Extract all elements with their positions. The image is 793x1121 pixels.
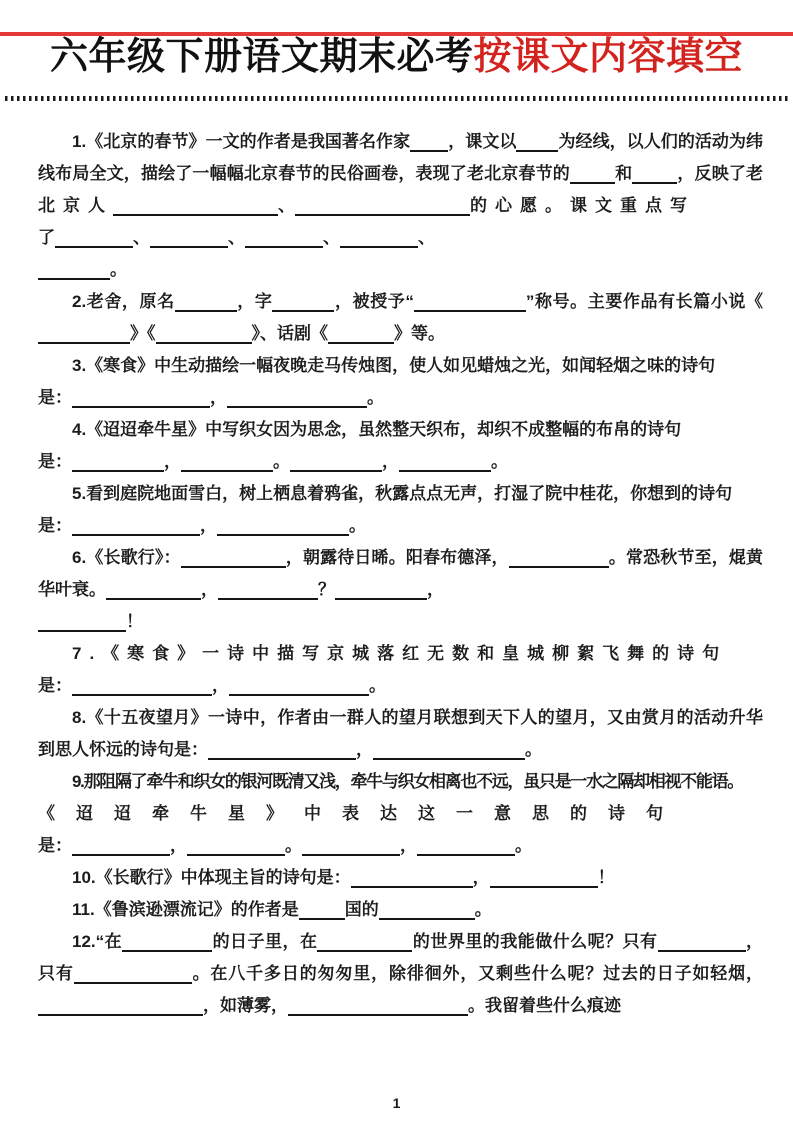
question-paragraph bbox=[38, 126, 763, 286]
answer-blank bbox=[302, 854, 400, 856]
question-text: ，字 bbox=[236, 292, 273, 311]
question-text: ，朝露待日晞。阳春布德泽， bbox=[285, 548, 509, 567]
question-text: ，只有 bbox=[38, 932, 764, 983]
answer-blank bbox=[335, 598, 427, 600]
question-text: 是： bbox=[38, 516, 72, 535]
answer-blank bbox=[227, 406, 367, 408]
answer-blank bbox=[317, 950, 412, 952]
question-text: 的日子里，在 bbox=[212, 932, 318, 951]
answer-blank bbox=[509, 566, 609, 568]
question-text: 。 bbox=[110, 260, 127, 279]
page-title-black: 六年级下册语文期末必考 bbox=[49, 36, 474, 78]
question-text: ！ bbox=[126, 612, 143, 631]
question-text: 。 bbox=[369, 676, 386, 695]
question-text: ， bbox=[201, 580, 218, 599]
page-title bbox=[0, 32, 793, 82]
question-text: ？ bbox=[318, 580, 335, 599]
question-text: ”称号。主要作品有长篇小说《 bbox=[525, 292, 764, 311]
answer-blank bbox=[414, 310, 526, 312]
answer-blank bbox=[417, 854, 515, 856]
question-paragraph bbox=[38, 638, 763, 702]
question-text: ， bbox=[164, 452, 181, 471]
question-text: 6.《长歌行》： bbox=[72, 548, 181, 567]
question-text: 、 bbox=[418, 228, 435, 247]
question-text: 3.《寒食》中生动描绘一幅夜晚走马传烛图，使人如见蜡烛之光，如闻轻烟之味的诗句 bbox=[72, 356, 716, 375]
question-text: 是： bbox=[38, 676, 72, 695]
answer-blank bbox=[351, 886, 473, 888]
question-text: 是： bbox=[38, 836, 72, 855]
answer-blank bbox=[72, 470, 164, 472]
question-text: ， bbox=[200, 516, 217, 535]
answer-blank bbox=[74, 982, 192, 984]
answer-blank bbox=[217, 534, 349, 536]
question-paragraph bbox=[38, 542, 763, 638]
top-red-line bbox=[0, 32, 793, 36]
answer-blank bbox=[156, 342, 252, 344]
question-text: ， bbox=[400, 836, 417, 855]
question-paragraph bbox=[38, 926, 763, 1022]
answer-blank bbox=[150, 246, 228, 248]
answer-blank bbox=[295, 214, 470, 216]
answer-blank bbox=[340, 246, 418, 248]
question-text: 》《 bbox=[130, 324, 156, 343]
question-text: 10.《长歌行》中体现主旨的诗句是： bbox=[72, 868, 351, 887]
question-paragraph bbox=[38, 702, 763, 766]
answer-blank bbox=[516, 150, 558, 152]
answer-blank bbox=[272, 310, 334, 312]
answer-blank bbox=[632, 182, 677, 184]
question-paragraph bbox=[38, 894, 763, 926]
question-paragraph bbox=[38, 350, 763, 414]
question-text: 国的 bbox=[344, 900, 379, 919]
question-text: 。 bbox=[367, 388, 384, 407]
question-text: 8.《十五夜望月》一诗中，作者由一群人的望月联想到天下人的望月，又由赏月的活动升华到思人怀远的诗句是： bbox=[38, 708, 763, 759]
question-text: 的心愿。课文重点写 bbox=[470, 196, 695, 215]
answer-blank bbox=[181, 470, 273, 472]
question-text: 1.《北京的春节》一文的作者是我国著名作家 bbox=[72, 132, 411, 151]
question-text: 11.《鲁滨逊漂流记》的作者是 bbox=[72, 900, 299, 919]
question-text: 9.那阻隔了牵牛和织女的银河既清又浅，牵牛与织女相离也不远，虽只是一水之隔却相视不能语。 bbox=[72, 772, 743, 791]
answer-blank bbox=[218, 598, 318, 600]
page-title-red: 按课文内容填空 bbox=[473, 36, 744, 78]
question-text: 了 bbox=[38, 228, 55, 247]
answer-blank bbox=[113, 214, 278, 216]
question-text: 。 bbox=[273, 452, 290, 471]
question-text: 和 bbox=[614, 164, 633, 183]
question-text: 》等。 bbox=[394, 324, 445, 343]
answer-blank bbox=[38, 342, 130, 344]
answer-blank bbox=[208, 758, 356, 760]
answer-blank bbox=[288, 1014, 468, 1016]
answer-blank bbox=[72, 534, 200, 536]
question-text: 。在八千多日的匆匆里，除徘徊外，又剩些什么呢？过去的日子如轻烟， bbox=[191, 964, 764, 983]
answer-blank bbox=[379, 918, 475, 920]
answer-blank bbox=[72, 694, 212, 696]
question-text: 北京人 bbox=[38, 196, 113, 215]
answer-blank bbox=[410, 150, 448, 152]
answer-blank bbox=[175, 310, 237, 312]
answer-blank bbox=[658, 950, 746, 952]
question-paragraph bbox=[38, 766, 763, 862]
question-text: ， bbox=[382, 452, 399, 471]
question-text: 、 bbox=[228, 228, 245, 247]
question-text: 。 bbox=[525, 740, 542, 759]
question-text: ， bbox=[356, 740, 373, 759]
question-text: 、 bbox=[133, 228, 150, 247]
question-text: ， bbox=[427, 580, 444, 599]
answer-blank bbox=[181, 566, 286, 568]
answer-blank bbox=[72, 854, 170, 856]
question-list bbox=[38, 126, 763, 1022]
question-text: ，如薄雾， bbox=[203, 996, 288, 1015]
question-text: 。 bbox=[285, 836, 302, 855]
question-paragraph bbox=[38, 862, 763, 894]
question-text: 的世界里的我能做什么呢？只有 bbox=[412, 932, 658, 951]
question-text: 、 bbox=[278, 196, 295, 215]
dotted-divider bbox=[5, 96, 788, 101]
question-text: 。 bbox=[474, 900, 492, 919]
answer-blank bbox=[290, 470, 382, 472]
question-paragraph bbox=[38, 286, 763, 350]
answer-blank bbox=[106, 598, 201, 600]
question-text: 7.《寒食》一诗中描写京城落红无数和皇城柳絮飞舞的诗句 bbox=[72, 644, 728, 663]
answer-blank bbox=[38, 630, 126, 632]
question-text: 。 bbox=[491, 452, 508, 471]
question-text: ！ bbox=[597, 868, 615, 887]
answer-blank bbox=[399, 470, 491, 472]
answer-blank bbox=[229, 694, 369, 696]
question-text: ，课文以 bbox=[448, 132, 517, 151]
answer-blank bbox=[490, 886, 598, 888]
answer-blank bbox=[373, 758, 525, 760]
answer-blank bbox=[38, 1014, 203, 1016]
question-text: 是： bbox=[38, 452, 72, 471]
question-text: 2.老舍，原名 bbox=[72, 292, 175, 311]
question-text: ， bbox=[210, 388, 227, 407]
question-text: 12.“在 bbox=[72, 932, 123, 951]
answer-blank bbox=[328, 342, 394, 344]
question-text: ， bbox=[212, 676, 229, 695]
answer-blank bbox=[72, 406, 210, 408]
question-text: 《迢迢牵牛星》中表达这一意思的诗句 bbox=[38, 804, 684, 823]
answer-blank bbox=[38, 278, 110, 280]
question-paragraph bbox=[38, 414, 763, 478]
question-text: 5.看到庭院地面雪白，树上栖息着鸦雀，秋露点点无声，打湿了院中桂花，你想到的诗句 bbox=[72, 484, 733, 503]
page-number: 1 bbox=[392, 1095, 401, 1111]
answer-blank bbox=[299, 918, 345, 920]
question-text: 是： bbox=[38, 388, 72, 407]
answer-blank bbox=[187, 854, 285, 856]
answer-blank bbox=[55, 246, 133, 248]
question-text: 。我留着些什么痕迹 bbox=[468, 996, 621, 1015]
question-text: 。常恐秋节至，焜黄华叶衰。 bbox=[38, 548, 763, 599]
question-text: ， bbox=[472, 868, 490, 887]
question-text: ，反映了老 bbox=[677, 164, 764, 183]
question-text: 4.《迢迢牵牛星》中写织女因为思念，虽然整天织布，却织不成整幅的布帛的诗句 bbox=[72, 420, 682, 439]
answer-blank bbox=[245, 246, 323, 248]
question-text: 、 bbox=[323, 228, 340, 247]
answer-blank bbox=[570, 182, 615, 184]
question-text: 。 bbox=[349, 516, 366, 535]
question-paragraph bbox=[38, 478, 763, 542]
question-text: 为经线，以人们的活动为纬线布局全文，描绘了一幅幅北京春节的民俗画卷，表现了老北京春节的 bbox=[38, 132, 764, 183]
question-text: ，被授予“ bbox=[334, 292, 414, 311]
question-text: 。 bbox=[515, 836, 532, 855]
question-text: 》、话剧《 bbox=[251, 324, 328, 343]
question-text: ， bbox=[170, 836, 187, 855]
answer-blank bbox=[122, 950, 212, 952]
